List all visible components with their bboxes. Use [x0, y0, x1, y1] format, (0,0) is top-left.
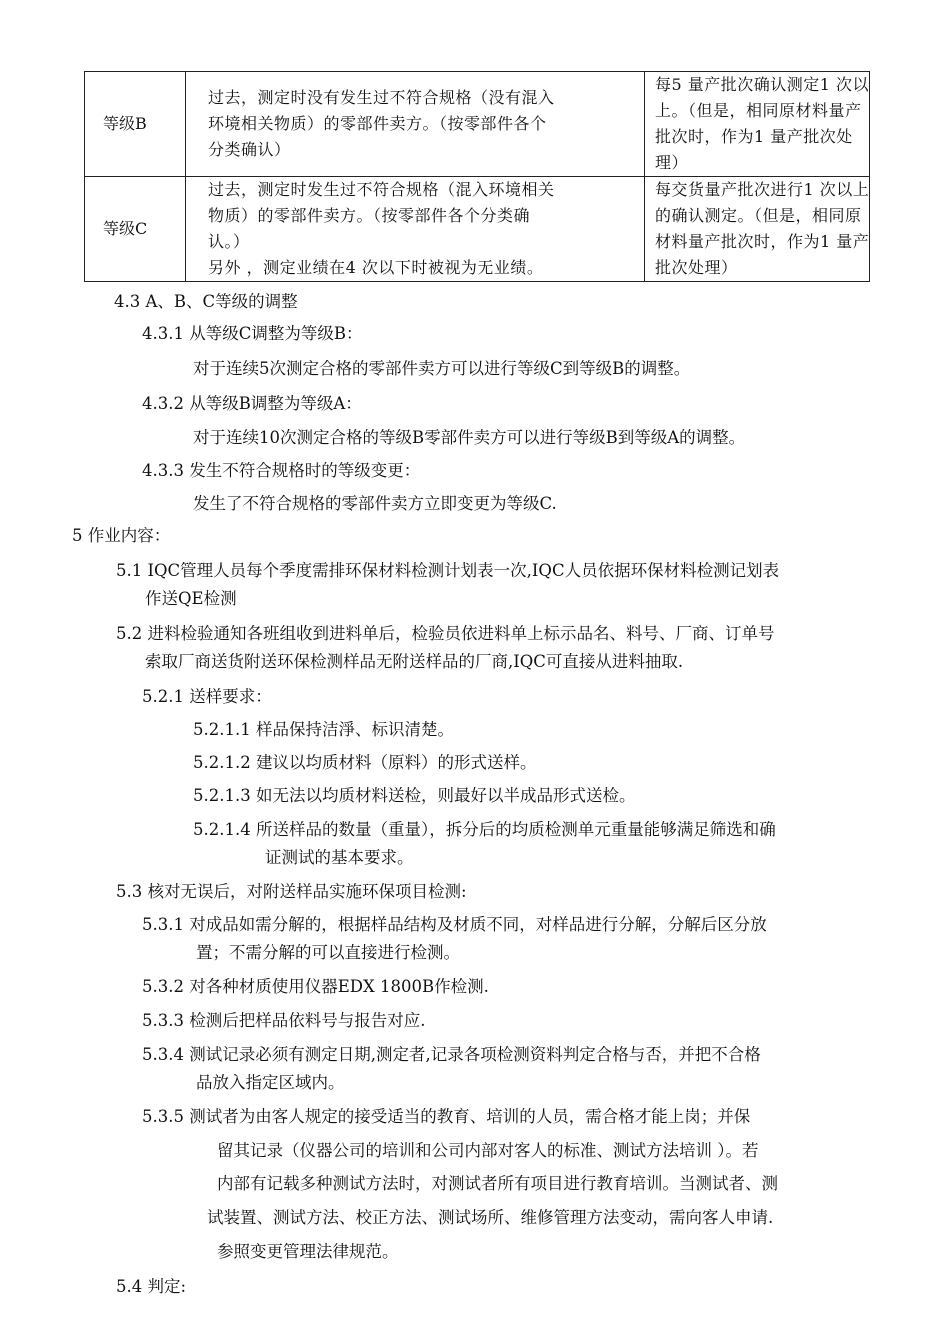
- section-heading: 5.4 判定:: [116, 1277, 187, 1296]
- cell-line: 每5 量产批次确认测定1 次以: [655, 75, 870, 94]
- section-heading: 4.3 A、B、C等级的调整: [114, 292, 298, 311]
- cell-line: 批次处理）: [655, 258, 738, 277]
- list-item-continuation: 试装置、测试方法、校正方法、测试场所、维修管理方法变动，需向客人申请.: [207, 1208, 774, 1227]
- list-item-continuation: 品放入指定区域内。: [196, 1073, 345, 1092]
- list-item-continuation: 置；不需分解的可以直接进行检测。: [196, 943, 460, 962]
- list-item-continuation: 参照变更管理法律规范。: [217, 1242, 399, 1261]
- list-item: 5.3.4 测试记录必须有测定日期,测定者,记录各项检测资料判定合格与否，并把不合格: [142, 1045, 761, 1064]
- section-heading: 5 作业内容：: [72, 526, 171, 545]
- cell-line: 分类确认）: [208, 140, 291, 159]
- subsection-heading: 4.3.3 发生不符合规格时的等级变更：: [142, 461, 421, 480]
- paragraph: 5.1 IQC管理人员每个季度需排环保材料检测计划表一次,IQC人员依据环保材料检测记划表: [116, 561, 780, 580]
- cell-line: 另外 ，测定业绩在4 次以下时被视为无业绩。: [208, 258, 544, 277]
- list-item: 5.3.1 对成品如需分解的，根据样品结构及材质不同，对样品进行分解，分解后区分放: [142, 915, 767, 934]
- grade-cell: 等级C: [85, 177, 186, 282]
- cell-line: 的确认测定。（但是，相同原: [655, 206, 862, 225]
- cell-line: 批次时，作为1 量产批次处: [655, 127, 853, 146]
- table-row: [85, 72, 870, 177]
- paragraph: 对于连续10次测定合格的等级B零部件卖方可以进行等级B到等级A的调整。: [193, 428, 746, 447]
- list-item: 5.2.1.4 所送样品的数量（重量），拆分后的均质检测单元重量能够满足筛选和确: [193, 820, 776, 839]
- paragraph: 5.2 进料检验通知各班组收到进料单后，检验员依进料单上标示品名、料号、厂商、订单号: [116, 624, 775, 643]
- cell-line: 过去，测定时发生过不符合规格（混入环境相关: [208, 180, 555, 199]
- vendor-grade-table: [84, 71, 870, 282]
- subsection-heading: 4.3.1 从等级C调整为等级B：: [142, 324, 363, 343]
- cell-line: 认。）: [208, 232, 250, 251]
- list-item: 5.2.1.2 建议以均质材料（原料）的形式送样。: [193, 753, 537, 772]
- list-item: 5.3.3 检测后把样品依料号与报告对应.: [142, 1011, 426, 1030]
- grade-description-cell: [186, 177, 645, 282]
- cell-line: 材料量产批次时，作为1 量产: [655, 232, 870, 251]
- list-item: 5.2.1.1 样品保持洁淨、标识清楚。: [193, 720, 454, 739]
- cell-line: 环境相关物质）的零部件卖方。（按零部件各个: [208, 114, 547, 133]
- subsection-heading: 4.3.2 从等级B调整为等级A：: [142, 394, 362, 413]
- cell-line: 上。（但是，相同原材料量产: [655, 101, 862, 120]
- paragraph: 发生了不符合规格的零部件卖方立即变更为等级C.: [193, 494, 557, 513]
- grade-description-cell: [186, 72, 645, 177]
- list-item: 5.2.1.3 如无法以均质材料送检，则最好以半成品形式送检。: [193, 786, 636, 805]
- list-item: 5.3.2 对各种材质使用仪器EDX 1800B作检测.: [142, 977, 489, 996]
- paragraph-continuation: 索取厂商送货附送环保检测样品无附送样品的厂商,IQC可直接从进料抽取.: [145, 652, 684, 671]
- cell-line: 过去，测定时没有发生过不符合规格（没有混入: [208, 88, 555, 107]
- cell-line: 物质）的零部件卖方。（按零部件各个分类确: [208, 206, 531, 225]
- cell-line: 理）: [655, 153, 689, 172]
- paragraph: 对于连续5次测定合格的零部件卖方可以进行等级C到等级B的调整。: [193, 359, 691, 378]
- cell-line: 每交货量产批次进行1 次以上: [655, 180, 870, 199]
- list-item-continuation: 内部有记载多种测试方法时，对测试者所有项目进行教育培训。当测试者、测: [217, 1174, 778, 1193]
- test-frequency-cell: [645, 177, 870, 282]
- list-item-continuation: 留其记录（仪器公司的培训和公司内部对客人的标准、测试方法培训 ）。若: [217, 1141, 759, 1160]
- paragraph-continuation: 作送QE检测: [145, 589, 237, 608]
- subsection-heading: 5.2.1 送样要求：: [142, 687, 272, 706]
- grade-cell: 等级B: [85, 72, 186, 177]
- list-item-continuation: 证测试的基本要求。: [265, 848, 414, 867]
- table-row: [85, 177, 870, 282]
- test-frequency-cell: [645, 72, 870, 177]
- list-item: 5.3.5 测试者为由客人规定的接受适当的教育、培训的人员，需合格才能上岗；并保: [142, 1107, 751, 1126]
- paragraph: 5.3 核对无误后，对附送样品实施环保项目检测:: [116, 882, 467, 901]
